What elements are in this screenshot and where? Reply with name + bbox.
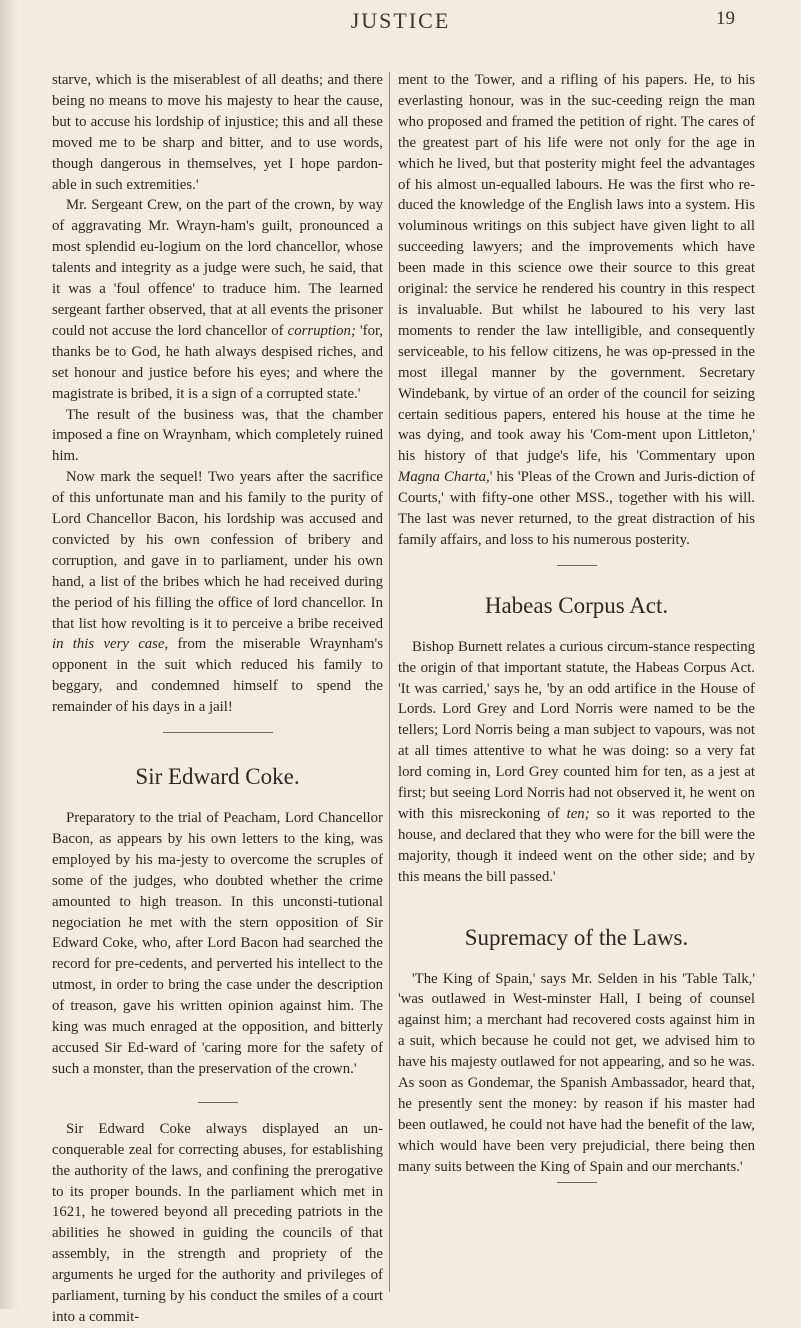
section-heading: Sir Edward Coke. xyxy=(135,764,300,790)
paragraph: Bishop Burnett relates a curious circum-stance respecting the origin of that important statute, the Habeas Corpus Act. 'It was carried,' says he, 'by an odd artifice in the House of Lords. Lord Grey and Lord Norris were named to be the tellers; Lord Norris being a man subject to vapours, was not at all times attentive to what he was doing: so a very fat lord coming in, Lord Grey counted him for ten, as a jest at first; but seeing Lord Norris had not observed it, he went on with this misreckoning of ten; so it was reported to the house, and declared that they who were for the bill were the majority, though it indeed went on the other side; and by this means the bill passed.' xyxy=(398,638,755,885)
paragraph: Sir Edward Coke always displayed an un-conquerable zeal for correcting abuses, for establishing the authority of the laws, and confining the prerogative to its proper bounds. In the parliament which met in 1621, he towered beyond all preceding patriots in the abilities he showed in guiding the councils of that assembly, in the strength and propriety of the arguments he urged for the authority and privileges of parliament, turning by his conduct the smiles of a court into a commit- xyxy=(52,1120,383,1325)
paragraph: Mr. Sergeant Crew, on the part of the crown, by way of aggravating Mr. Wrayn-ham's guilt, pronounced a most splendid eu-logium on the lord chancellor, whose talents and integrity as a judge were such, he said, that it was a 'foul offence' to traduce him. The learned sergeant farther observed, that at all events the prisoner could not accuse the lord chancellor of corruption; 'for, thanks be to God, he hath always despised riches, and set honour and justice before his eyes; and where the magistrate is bribed, it is a sign of a corrupted state.' xyxy=(52,197,384,402)
running-head xyxy=(0,8,801,48)
paragraph: The result of the business was, that the chamber imposed a fine on Wraynham, which completely ruined him. xyxy=(52,406,383,465)
section-heading: Supremacy of the Laws. xyxy=(464,924,689,950)
left-column xyxy=(52,70,383,1328)
right-column xyxy=(398,70,755,1183)
page-title: JUSTICE xyxy=(350,8,451,33)
section-heading: Habeas Corpus Act. xyxy=(484,592,669,618)
section-rule xyxy=(198,1102,238,1103)
section-rule xyxy=(557,1182,597,1183)
section-rule xyxy=(557,565,597,566)
page-gutter-shadow xyxy=(0,0,18,1309)
paragraph: Now mark the sequel! Two years after the sacrifice of this unfortunate man and his family to the purity of Lord Chancellor Bacon, his lordship was accused and convicted by his own confession of bribery and corruption, and gave in to parliament, under his own hand, a list of the bribes which he had received during the period of his filling the office of lord chancellor. In that list how revolting is it to perceive a bribe received in this very case, from the miserable Wraynham's opponent in the suit which reduced his family to beggary, and condemned himself to spend the remainder of his days in a jail! xyxy=(52,469,383,716)
page-number: 19 xyxy=(716,8,735,29)
section-rule xyxy=(163,732,273,733)
paragraph: starve, which is the miserablest of all deaths; and there being no means to move his majesty to hear the cause, but to accuse his lordship of injustice; this and all these moved me to be sharp and bitter, and to use words, though dangerous in themselves, yet I hope pardon-able in such extremities.' xyxy=(52,72,383,193)
paragraph: Preparatory to the trial of Peacham, Lord Chancellor Bacon, as appears by his own letters to the king, was employed by his ma-jesty to overcome the scruples of some of the judges, who doubted whether the crime amounted to high treason. In this unconsti-tutional negociation he met with the stern opposition of Sir Edward Coke, who, after Lord Bacon had searched the record for pre-cedents, and perverted his intellect to the utmost, in order to bring the case under the description of treason, gave his written opinion against him. The king was much enraged at the opposition, and bitterly accused Sir Ed-ward of 'caring more for the safety of such a monster, than the preservation of the crown.' xyxy=(52,810,383,1077)
column-divider xyxy=(389,72,390,1292)
paragraph: 'The King of Spain,' says Mr. Selden in his 'Table Talk,' 'was outlawed in West-minster Hall, I being of counsel against him; a merchant had recovered costs against him in a suit, which because he could not get, we advised him to have his majesty outlawed for not appearing, and so he was. As soon as Gondemar, the Spanish Ambassador, heard that, he presently sent the money: by reason if his master had been outlawed, he could not have had the benefit of the law, which would have been very prejudicial, there being then many suits between the King of Spain and our merchants.' xyxy=(398,970,755,1175)
paragraph: ment to the Tower, and a rifling of his papers. He, to his everlasting honour, was in the suc-ceeding reign the man who proposed and framed the petition of right. The cares of the greatest part of his life were not only for the age in which he lived, but that posterity might feel the advantages of his almost un-equalled labours. He was the first who re-duced the knowledge of the English laws into a system. His voluminous writings on this subject have given light to all succeeding lawyers; and the improvements which have been made in this science owe their source to this great original: the service he rendered his country in this respect is invaluable. But whilst he laboured to his very last moments to render the law intelligible, and consequently serviceable, to his fellow citizens, he was op-pressed in the most illegal manner by the government. Secretary Windebank, by virtue of an order of the council for seizing certain seditious papers, entered his house at the time he was dying, and took away his 'Com-ment upon Littleton,' his history of that judge's life, his 'Commentary upon Magna Charta,' his 'Pleas of the Crown and Juris-diction of Courts,' with fifty-one other MSS., together with his will. The last was never returned, to the great distraction of his family affairs, and loss to his numerous posterity. xyxy=(398,72,755,548)
